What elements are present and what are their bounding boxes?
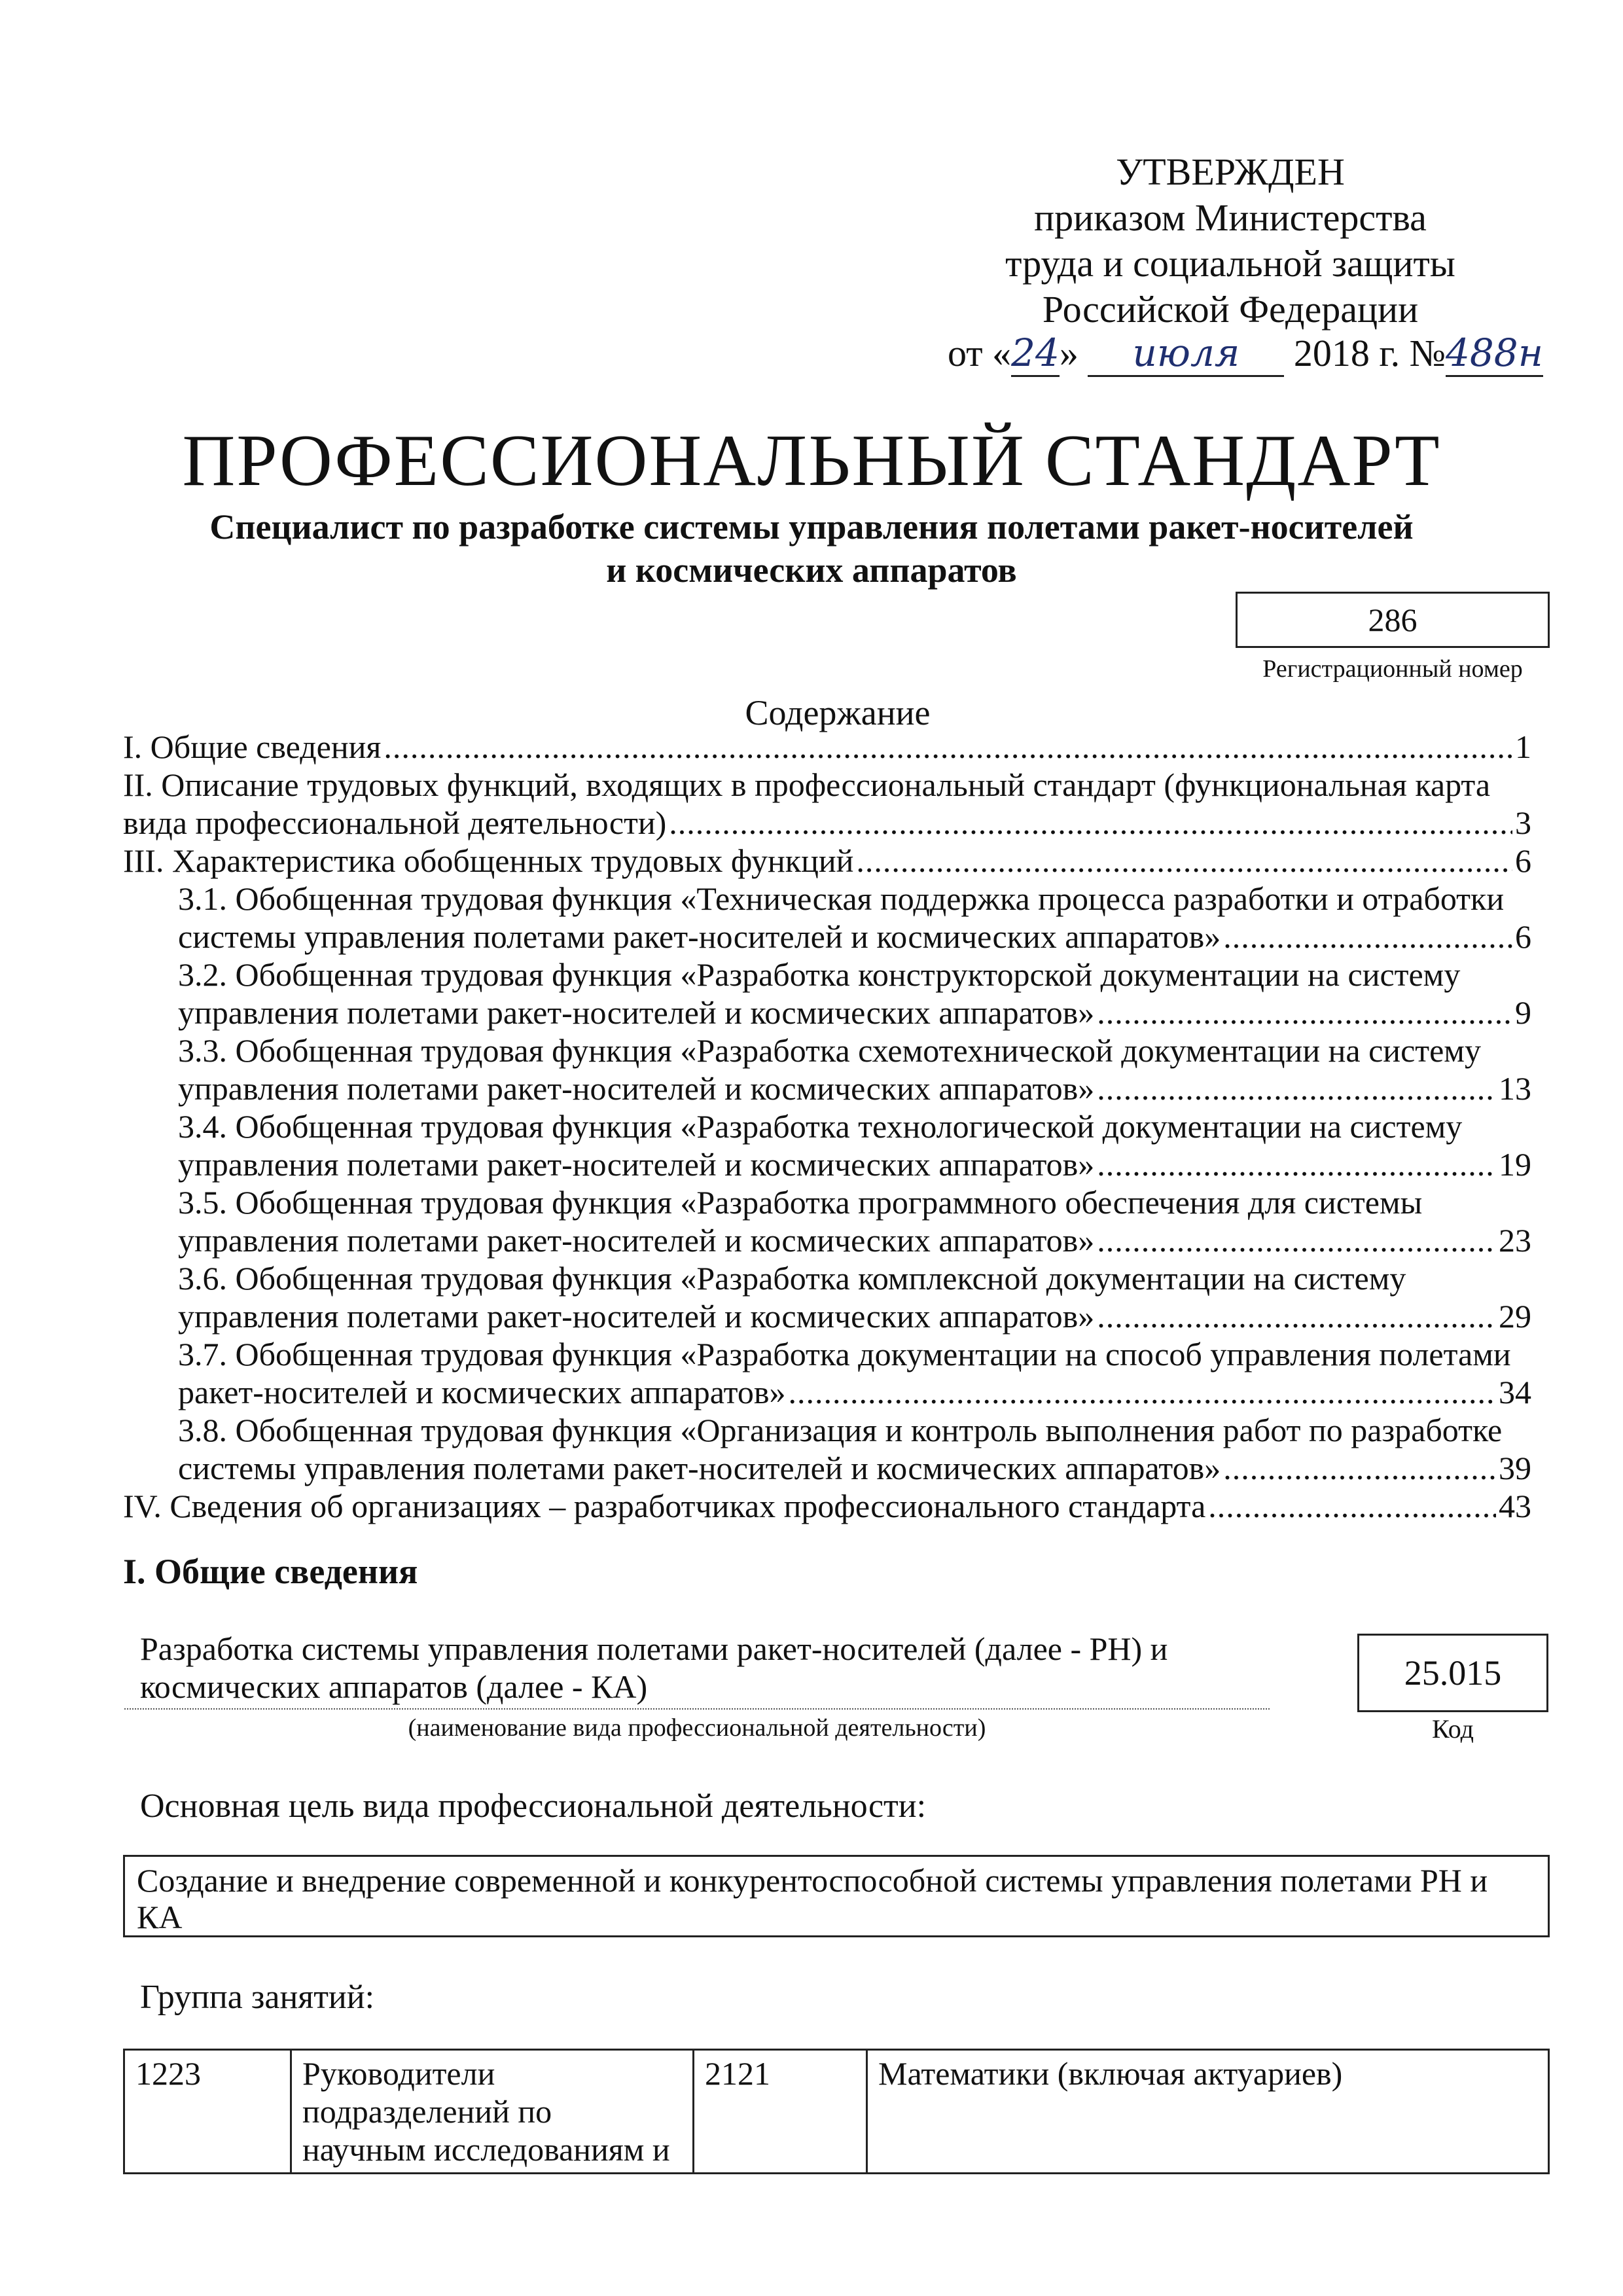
approval-date xyxy=(948,331,1543,377)
toc-entry-text: III. Характеристика обобщенных трудовых функций xyxy=(123,842,854,879)
section-title: I. Общие сведения xyxy=(123,1552,418,1591)
toc-leader-dots xyxy=(1097,1145,1496,1183)
approval-line: Российской Федерации xyxy=(1042,288,1419,331)
table-row xyxy=(124,2050,1549,2174)
toc-entry-line: 3.2. Обобщенная трудовая функция «Разработка конструкторской документации на систему xyxy=(178,956,1461,993)
toc-entry-text: IV. Сведения об организациях – разработчиках профессионального стандарта xyxy=(123,1488,1206,1524)
toc-page-number: 39 xyxy=(1499,1450,1531,1486)
activity-code-box: 25.015 xyxy=(1357,1634,1548,1712)
toc-entry-text: ракет-носителей и космических аппаратов» xyxy=(178,1374,786,1410)
occupation-group-table xyxy=(123,2049,1550,2174)
toc-entry xyxy=(123,1031,1531,1107)
activity-underline xyxy=(124,1708,1270,1710)
toc-leader-dots xyxy=(383,728,1512,766)
goal-label: Основная цель вида профессиональной деятельности: xyxy=(140,1787,927,1825)
group-code-cell: 2121 xyxy=(694,2050,867,2174)
toc-page-number: 6 xyxy=(1515,918,1531,955)
toc-entry xyxy=(123,766,1531,842)
toc-entry-line: 3.7. Обобщенная трудовая функция «Разработка документации на способ управления полетами xyxy=(178,1336,1511,1372)
toc-leader-dots xyxy=(788,1373,1496,1411)
approval-stamp xyxy=(903,149,1558,332)
toc-entry-text: I. Общие сведения xyxy=(123,728,382,765)
toc-entry-text: управления полетами ракет-носителей и космических аппаратов» xyxy=(178,994,1095,1031)
toc-leader-dots xyxy=(669,804,1512,842)
toc-entry-last-line xyxy=(178,1373,1531,1411)
toc-entry-last-line xyxy=(178,1221,1531,1259)
registration-number-label: Регистрационный номер xyxy=(1262,655,1523,683)
toc-page-number: 23 xyxy=(1499,1222,1531,1259)
toc-entry-text: системы управления полетами ракет-носителей и космических аппаратов» xyxy=(178,918,1221,955)
toc-leader-dots xyxy=(1097,994,1512,1031)
toc-leader-dots xyxy=(1097,1221,1496,1259)
toc-entry-last-line xyxy=(178,1069,1531,1107)
date-year: 2018 г. № xyxy=(1293,332,1446,374)
toc-page-number: 6 xyxy=(1515,842,1531,879)
toc-entry xyxy=(123,1259,1531,1335)
toc-entry xyxy=(123,1107,1531,1183)
toc-entry-line: 3.8. Обобщенная трудовая функция «Организация и контроль выполнения работ по разработке xyxy=(178,1412,1503,1448)
toc-entry-line: 3.5. Обобщенная трудовая функция «Разработка программного обеспечения для системы xyxy=(178,1184,1423,1221)
toc-entry-text: системы управления полетами ракет-носителей и космических аппаратов» xyxy=(178,1450,1221,1486)
toc-page-number: 1 xyxy=(1515,728,1531,765)
date-month: июля xyxy=(1088,331,1284,377)
group-name-cell: Руководители подразделений по научным исследованиям и xyxy=(291,2050,694,2174)
toc-leader-dots xyxy=(1223,918,1512,956)
toc-entry-text: управления полетами ракет-носителей и космических аппаратов» xyxy=(178,1298,1095,1335)
toc-entry xyxy=(123,1487,1531,1525)
group-code-cell: 1223 xyxy=(124,2050,291,2174)
toc-entry-last-line xyxy=(123,728,1531,766)
toc-page-number: 43 xyxy=(1499,1488,1531,1524)
toc-entry-text: управления полетами ракет-носителей и космических аппаратов» xyxy=(178,1070,1095,1107)
toc-entry xyxy=(123,956,1531,1031)
date-prefix: от « xyxy=(948,332,1012,374)
toc-entry-last-line xyxy=(123,1487,1531,1525)
toc-entry-last-line xyxy=(178,994,1531,1031)
document-subtitle xyxy=(131,505,1492,592)
approval-line: приказом Министерства xyxy=(1034,196,1427,239)
date-day: 24 xyxy=(1011,331,1060,377)
toc-page-number: 19 xyxy=(1499,1146,1531,1183)
toc-entry-text: управления полетами ракет-носителей и космических аппаратов» xyxy=(178,1222,1095,1259)
toc-page-number: 34 xyxy=(1499,1374,1531,1410)
group-name-cell: Математики (включая актуариев) xyxy=(867,2050,1549,2174)
toc-leader-dots xyxy=(1223,1449,1496,1487)
toc-entry-line: II. Описание трудовых функций, входящих в профессиональный стандарт (функциональная карта xyxy=(123,766,1491,803)
toc-entry-line: 3.1. Обобщенная трудовая функция «Техническая поддержка процесса разработки и отработки xyxy=(178,880,1505,917)
toc-entry-last-line xyxy=(178,1449,1531,1487)
toc-page-number: 29 xyxy=(1499,1298,1531,1335)
toc-entry xyxy=(123,1411,1531,1487)
goal-box: Создание и внедрение современной и конкурентоспособной системы управления полетами РН и КА xyxy=(123,1855,1550,1937)
subtitle-line: Специалист по разработке системы управления полетами ракет-носителей xyxy=(209,507,1414,547)
date-mid: » xyxy=(1059,332,1079,374)
toc-entry-text: вида профессиональной деятельности) xyxy=(123,804,667,841)
approval-line: труда и социальной защиты xyxy=(1005,242,1455,285)
toc-entry-text: управления полетами ракет-носителей и космических аппаратов» xyxy=(178,1146,1095,1183)
toc-entry-line: 3.6. Обобщенная трудовая функция «Разработка комплексной документации на систему xyxy=(178,1260,1406,1297)
toc-page-number: 9 xyxy=(1515,994,1531,1031)
toc-entry-last-line xyxy=(178,1145,1531,1183)
toc-entry-last-line xyxy=(178,1297,1531,1335)
table-of-contents xyxy=(123,728,1531,1525)
code-caption: Код xyxy=(1432,1714,1474,1744)
registration-number-box: 286 xyxy=(1236,592,1550,648)
toc-entry xyxy=(123,1335,1531,1411)
toc-leader-dots xyxy=(856,842,1512,880)
toc-entry-last-line xyxy=(123,804,1531,842)
toc-entry xyxy=(123,1183,1531,1259)
toc-leader-dots xyxy=(1097,1069,1496,1107)
toc-entry xyxy=(123,880,1531,956)
toc-entry xyxy=(123,842,1531,880)
document-title: ПРОФЕССИОНАЛЬНЫЙ СТАНДАРТ xyxy=(182,420,1441,501)
occupation-group-label: Группа занятий: xyxy=(140,1979,375,2016)
toc-leader-dots xyxy=(1097,1297,1496,1335)
toc-entry-line: 3.4. Обобщенная трудовая функция «Разработка технологической документации на систему xyxy=(178,1108,1463,1145)
toc-entry-line: 3.3. Обобщенная трудовая функция «Разработка схемотехнической документации на систему xyxy=(178,1032,1481,1069)
toc-entry-last-line xyxy=(123,842,1531,880)
order-number: 488н xyxy=(1446,331,1543,377)
subtitle-line: и космических аппаратов xyxy=(606,550,1017,590)
toc-entry xyxy=(123,728,1531,766)
activity-name: Разработка системы управления полетами ракет-носителей (далее - РН) и космических аппаратов (далее - КА) xyxy=(140,1630,1168,1705)
toc-entry-last-line xyxy=(178,918,1531,956)
toc-page-number: 13 xyxy=(1499,1070,1531,1107)
toc-leader-dots xyxy=(1208,1487,1496,1525)
toc-heading: Содержание xyxy=(745,693,931,732)
activity-caption: (наименование вида профессиональной деятельности) xyxy=(408,1714,986,1742)
toc-page-number: 3 xyxy=(1515,804,1531,841)
approval-line: УТВЕРЖДЕН xyxy=(1116,151,1345,193)
